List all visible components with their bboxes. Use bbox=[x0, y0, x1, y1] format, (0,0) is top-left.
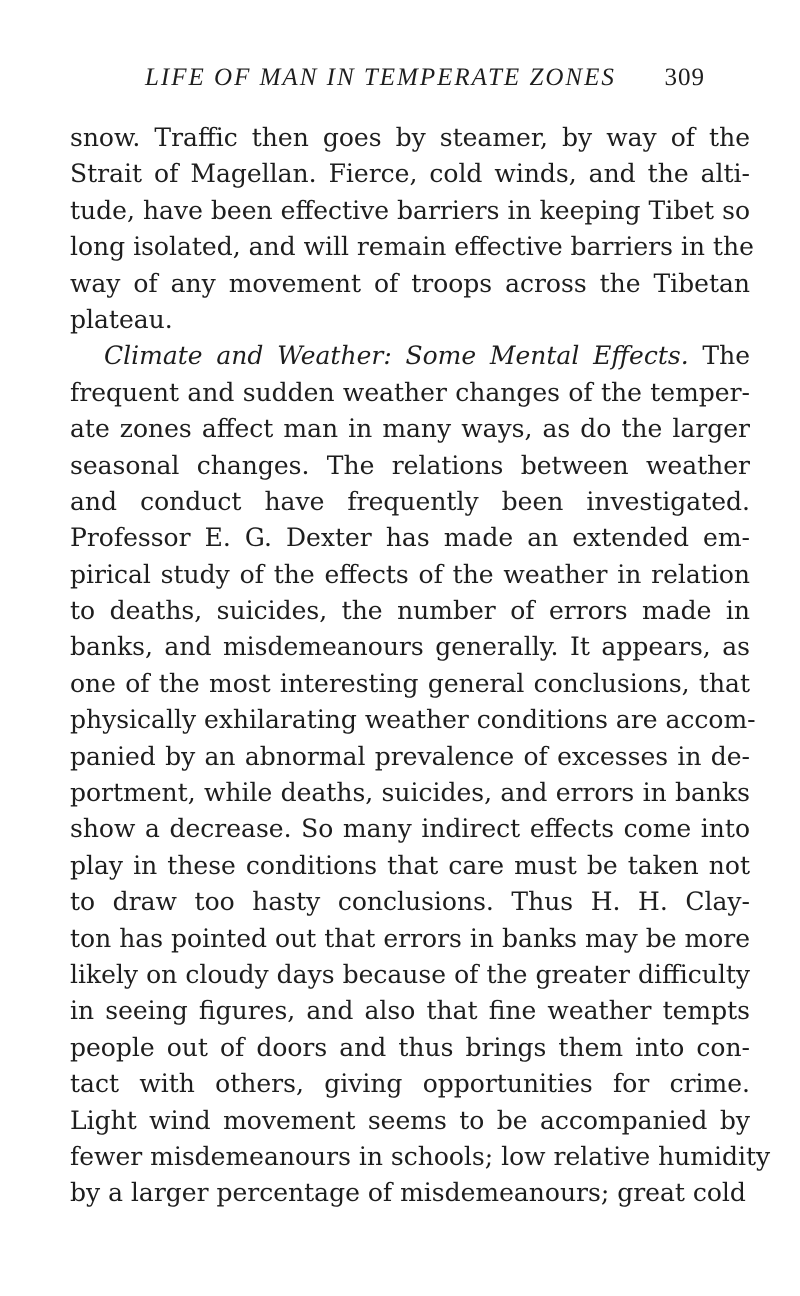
text-line: tude, have been effective barriers in keeping Tibet so bbox=[70, 195, 750, 225]
text-line: frequent and sudden weather changes of the temper- bbox=[70, 377, 750, 407]
text-line: physically exhilarating weather conditions are accom- bbox=[70, 705, 756, 735]
text-line: Professor E. G. Dexter has made an extended em- bbox=[70, 523, 750, 553]
text-line: show a decrease. So many indirect effects come into bbox=[70, 814, 750, 844]
text-line: portment, while deaths, suicides, and errors in banks bbox=[70, 778, 750, 808]
text-line: Light wind movement seems to be accompanied by bbox=[70, 1105, 750, 1135]
text-line: long isolated, and will remain effective barriers in the bbox=[70, 232, 754, 262]
text-line: pirical study of the effects of the weather in relation bbox=[70, 559, 750, 589]
text-line: likely on cloudy days because of the greater difficulty bbox=[70, 959, 750, 989]
page-number: 309 bbox=[664, 64, 705, 91]
text-line: one of the most interesting general conclusions, that bbox=[70, 668, 750, 698]
text-line: banks, and misdemeanours generally. It appears, as bbox=[70, 632, 750, 662]
running-head-title: LIFE OF MAN IN TEMPERATE ZONES bbox=[145, 64, 616, 91]
text-line: and conduct have frequently been investigated. bbox=[70, 486, 750, 516]
text-line: ton has pointed out that errors in banks may be more bbox=[70, 923, 750, 953]
text-line: ate zones affect man in many ways, as do the larger bbox=[70, 414, 750, 444]
section-heading-rest: The bbox=[688, 341, 750, 371]
text-line: plateau. bbox=[70, 304, 173, 334]
section-heading-line bbox=[70, 338, 750, 374]
text-line: to draw too hasty conclusions. Thus H. H. Clay- bbox=[70, 887, 750, 917]
body-text bbox=[70, 120, 771, 1212]
text-line: way of any movement of troops across the Tibetan bbox=[70, 268, 750, 298]
text-line: play in these conditions that care must be taken not bbox=[70, 850, 750, 880]
text-line: seasonal changes. The relations between weather bbox=[70, 450, 750, 480]
text-line: panied by an abnormal prevalence of excesses in de- bbox=[70, 741, 750, 771]
section-heading: Climate and Weather: Some Mental Effects. bbox=[104, 341, 689, 371]
text-line: snow. Traffic then goes by steamer, by way of the bbox=[70, 123, 750, 152]
text-line: fewer misdemeanours in schools; low relative humidity bbox=[70, 1141, 771, 1171]
text-line: people out of doors and thus brings them into con- bbox=[70, 1032, 750, 1062]
text-line: to deaths, suicides, the number of errors made in bbox=[70, 596, 750, 626]
text-line: in seeing figures, and also that fine weather tempts bbox=[70, 996, 750, 1026]
text-line: Strait of Magellan. Fierce, cold winds, and the alti- bbox=[70, 159, 750, 189]
text-line: tact with others, giving opportunities for crime. bbox=[70, 1069, 750, 1099]
running-head bbox=[145, 64, 705, 104]
text-line: by a larger percentage of misdemeanours; great cold bbox=[70, 1178, 746, 1208]
